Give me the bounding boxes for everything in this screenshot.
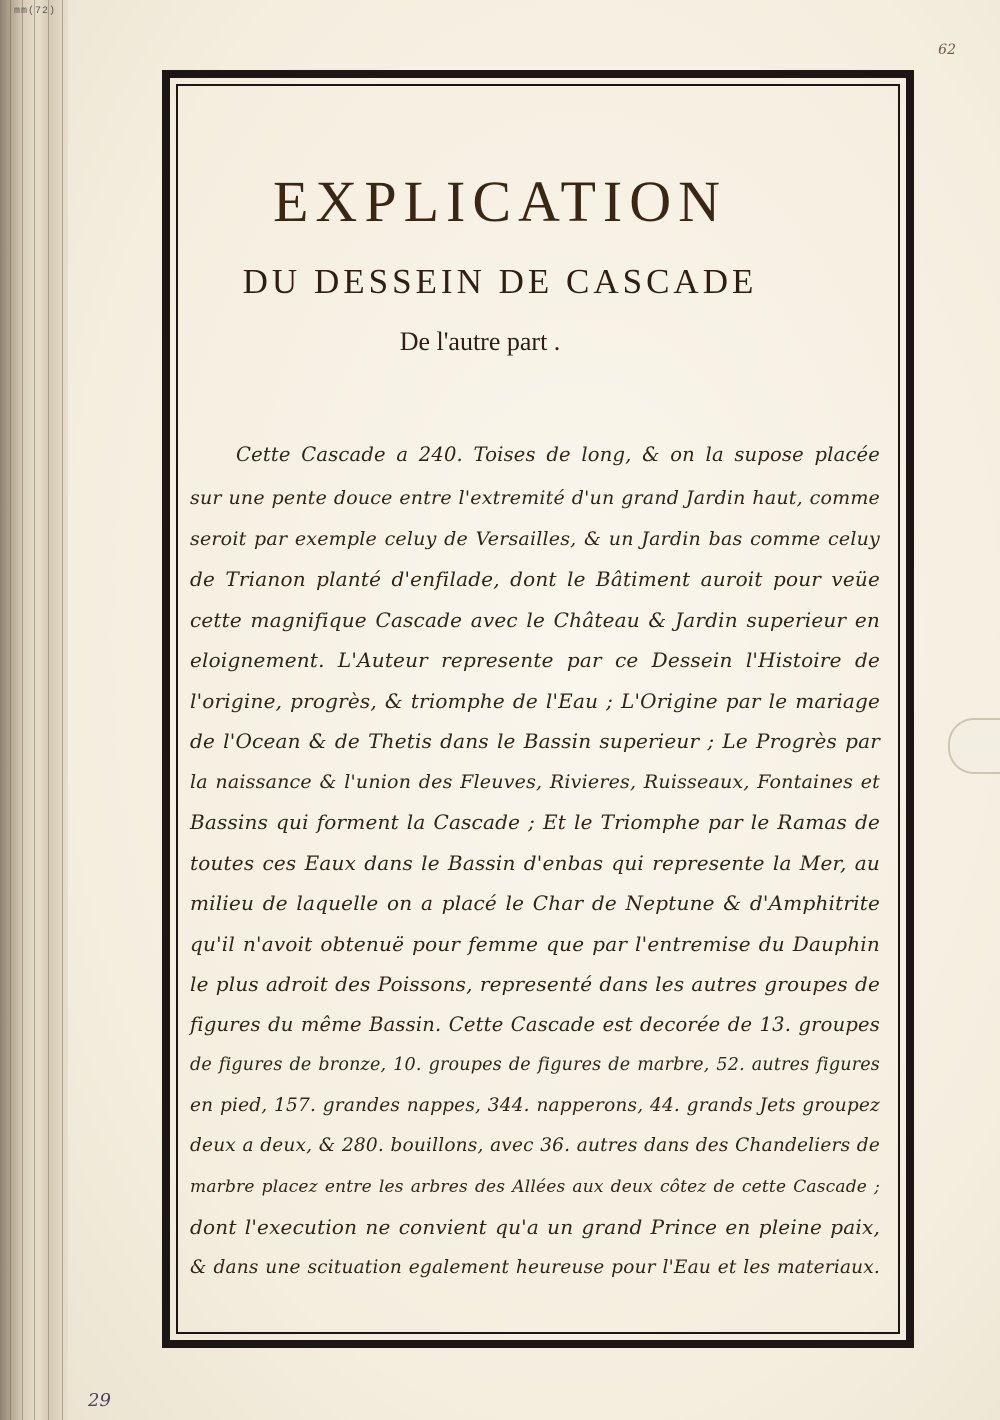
text-line: marbre placez entre les arbres des Allées aux deux côtez de cette Cascade ; (190, 1176, 880, 1197)
text-line: Bassins qui forment la Cascade ; Et le Triomphe par le Ramas de (190, 810, 880, 834)
text-line: seroit par exemple celuy de Versailles, & un Jardin bas comme celuy (190, 527, 880, 550)
page-title: EXPLICATION (273, 169, 727, 234)
body-paragraph (190, 432, 880, 1288)
folio-number: 62 (938, 42, 956, 58)
text-line: sur une pente douce entre l'extremité d'un grand Jardin haut, comme (190, 487, 880, 509)
text-line: l'origine, progrès, & triomphe de l'Eau ; L'Origine par le mariage (190, 688, 880, 713)
page-subtitle-secondary: De l'autre part . (399, 327, 561, 356)
text-line: figures du même Bassin. Cette Cascade est decorée de 13. groupes (190, 1012, 880, 1036)
shelf-mark: mm(72) (14, 6, 57, 17)
text-line: & dans une scituation egalement heureuse pour l'Eau et les materiaux. (190, 1256, 880, 1278)
text-line: dont l'execution ne convient qu'a un grand Prince en pleine paix, (190, 1215, 880, 1239)
text-line: milieu de laquelle on a placé le Char de Neptune & d'Amphitrite (190, 891, 880, 915)
page-subtitle: DU DESSEIN DE CASCADE (242, 262, 758, 301)
text-line: Cette Cascade a 240. Toises de long, & on la supose placée (236, 443, 880, 466)
text-line: de figures de bronze, 10. groupes de figures de marbre, 52. autres figures (190, 1055, 880, 1075)
signature-number: 29 (88, 1390, 111, 1411)
text-line: toutes ces Eaux dans le Bassin d'enbas qui represente la Mer, au (190, 850, 880, 875)
text-line: la naissance & l'union des Fleuves, Rivieres, Ruisseaux, Fontaines et (190, 770, 880, 793)
text-line: cette magnifique Cascade avec le Château & Jardin superieur en (190, 607, 880, 632)
text-line: de Trianon planté d'enfilade, dont le Bâtiment auroit pour veüe (190, 567, 880, 591)
text-line: deux a deux, & 280. bouillons, avec 36. autres dans des Chandeliers de (190, 1135, 880, 1156)
text-line: le plus adroit des Poissons, representé dans les autres groupes de (190, 972, 880, 996)
page-tab (948, 718, 1000, 774)
text-line: de l'Ocean & de Thetis dans le Bassin superieur ; Le Progrès par (190, 729, 880, 753)
text-line: qu'il n'avoit obtenuë pour femme que par l'entremise du Dauphin (190, 931, 880, 956)
text-line: eloignement. L'Auteur represente par ce Dessein l'Histoire de (190, 648, 880, 672)
text-line: en pied, 157. grandes nappes, 344. napperons, 44. grands Jets groupez (190, 1094, 880, 1116)
